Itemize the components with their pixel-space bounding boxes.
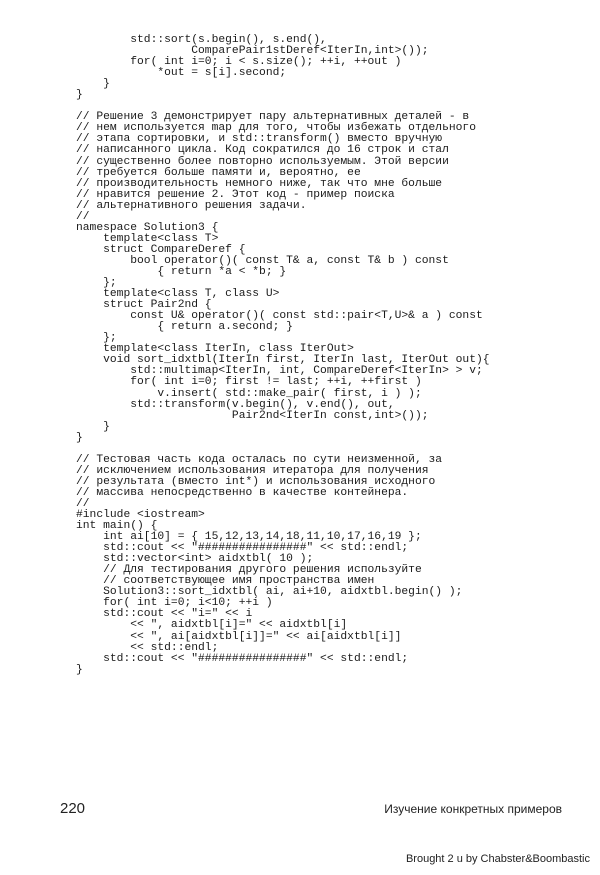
code-line: // нравится решение 2. Этот код - пример поиска <box>76 188 395 201</box>
code-line: std::sort(s.begin(), s.end(), <box>76 34 327 46</box>
code-line: v.insert( std::make_pair( first, i ) ); <box>76 387 422 400</box>
code-line: template<class T, class U> <box>76 288 280 301</box>
code-line: template<class T> <box>76 232 219 245</box>
code-line: } <box>76 431 83 444</box>
code-line: << ", aidxtbl[i]=" << aidxtbl[i] <box>76 619 348 632</box>
code-line: // производительность немного ниже, так что мне больше <box>76 177 443 190</box>
code-line: } <box>76 89 83 102</box>
page-number: 220 <box>60 800 86 817</box>
code-line: // требуется больше памяти и, вероятно, ее <box>76 166 361 179</box>
code-line: void sort_idxtbl(IterIn first, IterIn last, IterOut out){ <box>76 354 490 367</box>
code-line: for( int i=0; i < s.size(); ++i, ++out ) <box>76 56 402 69</box>
code-line: // соответствующее имя пространства имен <box>76 575 375 588</box>
code-line: // альтернативного решения задачи. <box>76 199 307 212</box>
code-line: std::cout << "################" << std::endl; <box>76 542 409 555</box>
code-line: { return a.second; } <box>76 321 293 334</box>
code-line: template<class IterIn, class IterOut> <box>76 343 354 356</box>
code-line: Pair2nd<IterIn const,int>()); <box>76 409 429 422</box>
code-line: // <box>76 497 90 510</box>
code-line: << ", ai[aidxtbl[i]]=" << ai[aidxtbl[i]] <box>76 630 402 643</box>
code-line: std::transform(v.begin(), v.end(), out, <box>76 398 395 411</box>
code-line: { return *a < *b; } <box>76 265 287 278</box>
code-line: ComparePair1stDeref<IterIn,int>()); <box>76 45 429 58</box>
code-line: // нем используется map для того, чтобы избежать отдельного <box>76 122 476 135</box>
code-line: // результата (вместо int*) и использования исходного <box>76 475 436 488</box>
code-line: // исключением использования итератора для получения <box>76 464 429 477</box>
code-line: *out = s[i].second; <box>76 67 287 80</box>
code-line: // написанного цикла. Код сократился до 16 строк и стал <box>76 144 449 157</box>
running-footer-title: Изучение конкретных примеров <box>384 802 562 816</box>
code-line: Solution3::sort_idxtbl( ai, ai+10, aidxtbl.begin() ); <box>76 586 463 599</box>
code-line: }; <box>76 277 117 290</box>
code-line: for( int i=0; i<10; ++i ) <box>76 597 273 610</box>
code-line: // Тестовая часть кода осталась по сути неизменной, за <box>76 453 443 466</box>
code-line: // существенно более повторно используемым. Этой версии <box>76 155 449 168</box>
code-line: struct Pair2nd { <box>76 299 212 312</box>
code-line: } <box>76 420 110 433</box>
code-line: std::cout << "i=" << i <box>76 608 253 621</box>
code-line: std::cout << "################" << std::endl; <box>76 652 409 665</box>
code-line: } <box>76 663 83 676</box>
code-line: for( int i=0; first != last; ++i, ++first ) <box>76 376 422 389</box>
code-line: } <box>76 78 110 91</box>
credit-line: Brought 2 u by Chabster&Boombastic <box>405 853 590 865</box>
code-line: struct CompareDeref { <box>76 243 246 256</box>
code-listing <box>76 35 490 676</box>
code-line: #include <iostream> <box>76 509 205 522</box>
code-line: namespace Solution3 { <box>76 221 219 234</box>
code-line: // Для тестирования другого решения используйте <box>76 564 422 577</box>
code-line: std::vector<int> aidxtbl( 10 ); <box>76 553 314 566</box>
code-line: bool operator()( const T& a, const T& b ) const <box>76 254 449 267</box>
code-line: // массива непосредственно в качестве контейнера. <box>76 486 409 499</box>
code-line: // <box>76 210 90 223</box>
code-line: // Решение 3 демонстрирует пару альтернативных деталей - в <box>76 111 470 124</box>
code-line: }; <box>76 332 117 345</box>
code-line: int ai[10] = { 15,12,13,14,18,11,10,17,16,19 }; <box>76 531 422 544</box>
code-line: std::multimap<IterIn, int, CompareDeref<IterIn> > v; <box>76 365 483 378</box>
code-line: int main() { <box>76 520 158 533</box>
code-line: << std::endl; <box>76 641 219 654</box>
code-line: // этапа сортировки, и std::transform() вместо вручную <box>76 133 443 146</box>
code-line: const U& operator()( const std::pair<T,U>& a ) const <box>76 310 483 323</box>
